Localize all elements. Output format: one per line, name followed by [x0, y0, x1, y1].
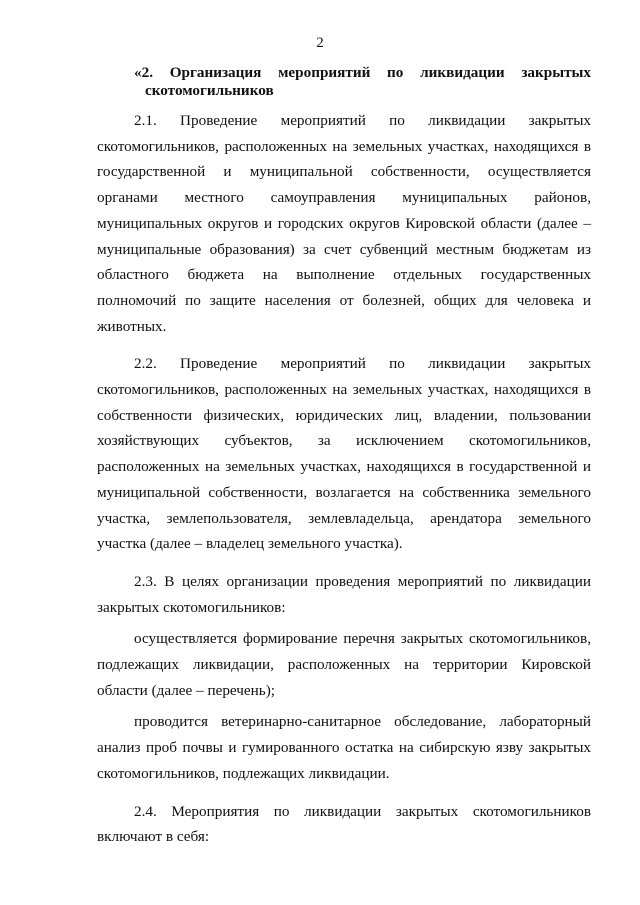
paragraph-2-1: 2.1. Проведение мероприятий по ликвидации закрытых скотомогильников, расположенных на земельных участках, находящихся в государственной и муниципальной собственности, осуществляется органами местного самоуправления муниципальных районов, муниципальных округов и городских округов Кировской области (далее – муниципальные образования) за счет субвенций местным бюджетам из областного бюджета на выполнение отдельных государственных полномочий по защите населения от болезней, общих для человека и животных.	[97, 112, 591, 335]
paragraph-2-3-item-inspection: проводится ветеринарно-санитарное обследование, лабораторный анализ проб почвы и гумированного остатка на сибирскую язву закрытых скотомогильников, подлежащих ликвидации.	[97, 713, 591, 782]
section-heading	[97, 64, 591, 100]
page-number: 2	[316, 35, 324, 51]
document-body	[97, 64, 591, 850]
paragraph-2-4: 2.4. Мероприятия по ликвидации закрытых скотомогильников включают в себя:	[97, 802, 591, 846]
paragraph-2-3: 2.3. В целях организации проведения мероприятий по ликвидации закрытых скотомогильников:	[97, 572, 591, 616]
paragraph-2-3-item-list: осуществляется формирование перечня закрытых скотомогильников, подлежащих ликвидации, расположенных на территории Кировской области (далее – перечень);	[97, 630, 591, 699]
paragraph-2-2: 2.2. Проведение мероприятий по ликвидации закрытых скотомогильников, расположенных на земельных участках, находящихся в собственности физических, юридических лиц, владении, пользовании хозяйствующих субъектов, за исключением скотомогильников, расположенных на земельных участках, находящихся в государственной и муниципальной собственности, возлагается на собственника земельного участка, землепользователя, землевладельца, арендатора земельного участка (далее – владелец земельного участка).	[97, 355, 591, 553]
section-heading-line-2: скотомогильников	[145, 82, 274, 99]
section-heading-line-1: «2. Организация мероприятий по ликвидации закрытых	[134, 64, 591, 81]
